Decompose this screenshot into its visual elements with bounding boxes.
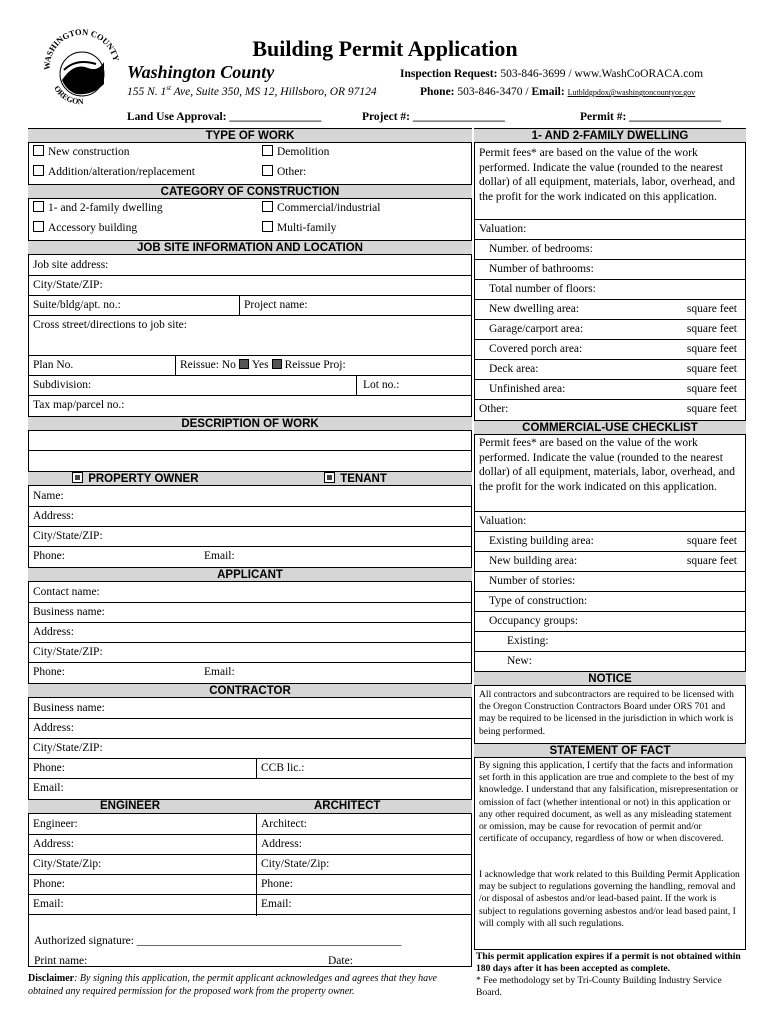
dwelling-header: 1- AND 2-FAMILY DWELLING <box>474 128 746 143</box>
description-line-1[interactable] <box>29 431 471 451</box>
applicant-city-field[interactable]: City/State/ZIP: <box>29 643 471 663</box>
engineer-phone-field[interactable]: Phone: <box>29 875 471 895</box>
inspection-request: Inspection Request: 503-846-3699 / www.WashCoORACA.com <box>400 68 704 80</box>
architect-address-field[interactable]: Address: <box>261 838 302 850</box>
reissue-yes-label: Yes <box>251 359 269 371</box>
multifamily-label: Multi-family <box>277 222 337 234</box>
architect-field[interactable]: Architect: <box>261 818 307 830</box>
one-two-family-checkbox[interactable] <box>33 201 44 212</box>
statement-text-1: By signing this application, I certify that the facts and information set forth in this application are true and complete to the best of my knowledge. I understand that any falsification, misrepresentation or omission of fact (whether intentional or not) in this application or any other required document, as well as any misleading statement or omission, may be cause for revocation of permit and/or certificate of occupancy, regardless of how or when discovered. <box>479 760 739 845</box>
notice-header: NOTICE <box>474 671 746 686</box>
type-of-work-header: TYPE OF WORK <box>28 128 472 143</box>
unfinished-area-field[interactable]: Unfinished area: square feet <box>475 380 745 400</box>
applicant-address-field[interactable]: Address: <box>29 623 471 643</box>
commercial-label: Commercial/industrial <box>277 202 381 214</box>
expiration-notice: This permit application expires if a permit is not obtained within 180 days after it has been accepted as complete. <box>476 951 741 975</box>
disclaimer: Disclaimer: By signing this application, the permit applicant acknowledges and agrees that they have obtained any required permission for the proposed work from the property owner. <box>28 973 437 997</box>
architect-city-field[interactable]: City/State/Zip: <box>261 858 330 870</box>
applicant-email-field[interactable]: Email: <box>204 666 235 678</box>
contractor-ccb-field[interactable]: CCB lic.: <box>261 762 305 774</box>
date-field[interactable]: Date: <box>328 955 353 967</box>
tax-map-field[interactable]: Tax map/parcel no.: <box>33 399 125 411</box>
applicant-header: APPLICANT <box>28 567 472 582</box>
accessory-label: Accessory building <box>48 222 138 234</box>
addition-label: Addition/alteration/replacement <box>48 166 195 178</box>
owner-city-field[interactable]: City/State/ZIP: <box>29 527 471 547</box>
new-building-area-field[interactable]: New building area: square feet <box>475 552 745 572</box>
description-header: DESCRIPTION OF WORK <box>28 416 472 431</box>
bathrooms-field[interactable]: Number of bathrooms: <box>475 260 745 280</box>
engineer-header: ENGINEER <box>100 800 161 812</box>
email-link[interactable]: Lutbldgpdox@washingtoncountyor.gov <box>567 88 696 97</box>
commercial-checkbox[interactable] <box>262 201 273 212</box>
statement-header: STATEMENT OF FACT <box>474 743 746 758</box>
owner-email-field[interactable]: Email: <box>204 550 235 562</box>
accessory-checkbox[interactable] <box>33 221 44 232</box>
architect-email-field[interactable]: Email: <box>261 898 292 910</box>
job-site-city-field[interactable]: City/State/ZIP: <box>29 276 471 296</box>
dwelling-valuation-field[interactable]: Valuation: <box>475 220 745 240</box>
stories-field[interactable]: Number of stories: <box>475 572 745 592</box>
occupancy-new-field[interactable]: New: <box>507 655 532 667</box>
county-seal-logo <box>40 18 122 114</box>
description-line-2[interactable] <box>29 451 471 471</box>
demolition-label: Demolition <box>277 146 330 158</box>
lot-no-field[interactable]: Lot no.: <box>363 379 400 391</box>
county-name: Washington County <box>127 62 275 82</box>
contractor-header: CONTRACTOR <box>28 683 472 698</box>
project-number-field[interactable]: Project #: ________________ <box>362 111 505 123</box>
architect-phone-field[interactable]: Phone: <box>261 878 293 890</box>
contractor-email-field[interactable]: Email: <box>33 782 64 794</box>
project-name-field[interactable]: Project name: <box>244 299 308 311</box>
reissue-no-label: Reissue: No <box>180 359 236 371</box>
cross-street-field[interactable]: Cross street/directions to job site: <box>29 316 471 356</box>
demolition-checkbox[interactable] <box>262 145 273 156</box>
form-title: Building Permit Application <box>252 36 518 61</box>
job-site-header: JOB SITE INFORMATION AND LOCATION <box>28 240 472 255</box>
garage-area-field[interactable]: Garage/carport area: square feet <box>475 320 745 340</box>
construction-type-field[interactable]: Type of construction: <box>475 592 745 612</box>
new-construction-checkbox[interactable] <box>33 145 44 156</box>
engineer-address-field[interactable]: Address: <box>29 835 471 855</box>
engineer-email-field[interactable]: Email: <box>29 895 471 915</box>
addition-checkbox[interactable] <box>33 165 44 176</box>
contractor-city-field[interactable]: City/State/ZIP: <box>29 739 471 759</box>
plan-no-field[interactable]: Plan No. <box>29 356 471 376</box>
land-use-approval-field[interactable]: Land Use Approval: ________________ <box>127 111 322 123</box>
reissue-no-checkbox[interactable] <box>239 359 249 369</box>
tenant-header: TENANT <box>340 473 387 485</box>
property-owner-header: PROPERTY OWNER <box>88 473 199 485</box>
architect-header: ARCHITECT <box>314 800 381 812</box>
statement-text-2: I acknowledge that work related to this Building Permit Application may be subject to regulations governing the handling, removal and /or disposal of asbestos and/or lead-based paint. If the work is subject to regulations governing asbestos and/or lead based paint, I will comply with all such regulations. <box>479 869 740 929</box>
porch-area-field[interactable]: Covered porch area: square feet <box>475 340 745 360</box>
print-name-field[interactable]: Print name: <box>34 955 88 967</box>
suite-field[interactable]: Suite/bldg/apt. no.: <box>29 296 471 316</box>
new-construction-label: New construction <box>48 146 130 158</box>
commercial-header: COMMERCIAL-USE CHECKLIST <box>474 420 746 435</box>
contractor-phone-field[interactable]: Phone: <box>29 759 471 779</box>
reissue-yes-checkbox[interactable] <box>272 359 282 369</box>
contractor-address-field[interactable]: Address: <box>29 719 471 739</box>
applicant-contact-field[interactable]: Contact name: <box>29 583 471 603</box>
authorized-signature-field[interactable]: Authorized signature: ______________________________________________ <box>34 935 402 947</box>
other-work-checkbox[interactable] <box>262 165 273 176</box>
contractor-business-field[interactable]: Business name: <box>29 699 471 719</box>
one-two-family-label: 1- and 2-family dwelling <box>48 202 163 214</box>
office-address: 155 N. 1st Ave, Suite 350, MS 12, Hillsboro, OR 97124 <box>127 84 377 98</box>
reissue-proj-label: Reissue Proj: <box>284 359 346 371</box>
tenant-radio[interactable] <box>324 472 335 483</box>
contact-phone-email: Phone: 503-846-3470 / Email: Lutbldgpdox@washingtoncountyor.gov <box>420 86 696 98</box>
notice-text: All contractors and subcontractors are required to be licensed with the Oregon Construction Contractors Board under ORS 701 and may be required to be licensed in the jurisdiction in which work is being performed. <box>479 689 734 737</box>
floors-field[interactable]: Total number of floors: <box>475 280 745 300</box>
applicant-business-field[interactable]: Business name: <box>29 603 471 623</box>
fee-methodology-note: * Fee methodology set by Tri-County Building Industry Service Board. <box>476 975 722 999</box>
subdivision-field[interactable]: Subdivision: <box>29 376 471 396</box>
multifamily-checkbox[interactable] <box>262 221 273 232</box>
engineer-city-field[interactable]: City/State/Zip: <box>29 855 471 875</box>
existing-building-area-field[interactable]: Existing building area: square feet <box>475 532 745 552</box>
occupancy-groups-field: Occupancy groups: <box>475 612 745 632</box>
svg-text:OREGON: OREGON <box>52 84 84 107</box>
permit-number-field[interactable]: Permit #: ________________ <box>580 111 722 123</box>
job-site-address-field[interactable]: Job site address: <box>29 256 471 276</box>
engineer-field[interactable]: Engineer: <box>29 815 471 835</box>
dwelling-fee-text: Permit fees* are based on the value of the work performed. Indicate the value (rounded to the nearest dollar) of all equipment, materials, labor, overhead, and the profit for the work indicated on this application. <box>479 147 735 203</box>
deck-area-field[interactable]: Deck area: square feet <box>475 360 745 380</box>
owner-phone-field[interactable]: Phone: <box>33 550 65 562</box>
category-header: CATEGORY OF CONSTRUCTION <box>28 184 472 199</box>
occupancy-existing-field[interactable]: Existing: <box>475 632 745 652</box>
owner-address-field[interactable]: Address: <box>29 507 471 527</box>
bedrooms-field[interactable]: Number. of bedrooms: <box>475 240 745 260</box>
commercial-valuation-field[interactable]: Valuation: <box>475 512 745 532</box>
owner-name-field[interactable]: Name: <box>29 487 471 507</box>
svg-text:WASHINGTON COUNTY: WASHINGTON COUNTY <box>41 26 122 71</box>
applicant-phone-field[interactable]: Phone: <box>33 666 65 678</box>
property-owner-radio[interactable] <box>72 472 83 483</box>
new-dwelling-area-field[interactable]: New dwelling area: square feet <box>475 300 745 320</box>
other-work-label: Other: <box>277 166 307 178</box>
other-area-field[interactable]: Other: square feet <box>479 403 737 415</box>
commercial-fee-text: Permit fees* are based on the value of the work performed. Indicate the value (rounded to the nearest dollar) of all equipment, materials, labor, overhead, and the profit for the work indicated on this application. <box>479 437 735 493</box>
